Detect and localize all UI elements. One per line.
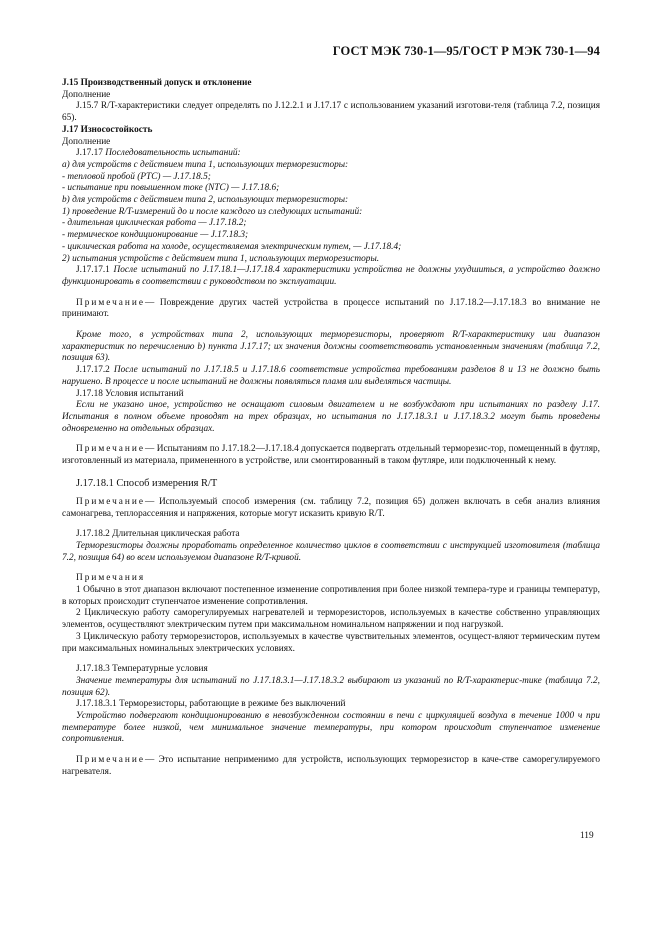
note-4 [62, 755, 600, 778]
note-item-3: 3 Циклическую работу терморезисторов, используемых в качестве чувствительных элементов, осущест-вляют термическим путем при максимальных номинальных электрических условиях. [62, 631, 600, 654]
note-text: — Повреждение других частей устройства в процессе испытаний по J.17.18.2—J.17.18.3 во внимание не принимают. [62, 297, 600, 320]
para-j18182: Терморезисторы должны проработать определенное количество циклов в соответствии с инструкцией изготовителя (таблица 7.2, позиция 64) во всем используемом диапазоне R/T-кривой. [62, 540, 600, 563]
clause-j18183: J.17.18.3 Температурные условия [76, 664, 208, 675]
para-j17172 [62, 365, 600, 388]
note-item-1: 1 Обычно в этот диапазон включают постепенное изменение сопротивления при более низкой темпера-туре и границы температур, в которых происходит ступенчатое изменение сопротивления. [62, 585, 600, 607]
note-label: Примечание [76, 297, 145, 308]
section-j15-title: J.15 Производственный допуск и отклонение [62, 78, 252, 88]
document-body [62, 78, 600, 779]
note-label: Примечание [76, 755, 145, 766]
note-2 [62, 444, 600, 467]
list-item-a2: - испытание при повышенном токе (NTC) — J.17.18.6; [62, 183, 280, 194]
note-label: Примечание [76, 444, 145, 455]
addition-label: Дополнение [62, 136, 111, 147]
note-text: — Испытаниям по J.17.18.2—J.17.18.4 допускается подвергать отдельный терморезис-тор, помещенный в футляр, изготовленный из материала, примененного в устройстве, или смонтированный в таком футляре, или подключенный к нему. [62, 444, 600, 467]
para-j1718: Если не указано иное, устройство не оснащают силовым двигателем и не возбуждают при испытаниях по разделу J.17. Испытания в полном объеме проводят на трех образцах, но испытания по J.17.18.3.1 и J.17.18.3.2 могут быть проведены одновременно на отдельных образцах. [62, 400, 600, 434]
list-item-b: b) для устройств с действием типа 2, использующих терморезисторы: [62, 195, 349, 206]
clause-j18182: J.17.18.2 Длительная циклическая работа [76, 529, 240, 540]
note-3 [62, 497, 600, 520]
clause-text: После испытаний по J.17.18.1—J.17.18.4 характеристики устройства не должны ухудшиться, а устройство должно функционировать в соответствии с руководством по эксплуатации. [62, 265, 600, 287]
clause-number: J.17.17.2 [76, 365, 110, 376]
para-j1717 [62, 148, 600, 160]
note-label: Примечание [76, 496, 145, 507]
addition-label: Дополнение [62, 89, 111, 100]
notes-heading: Примечания [76, 573, 146, 584]
clause-number: J.17.17.1 [76, 265, 110, 276]
para-j18183: Значение температуры для испытаний по J.17.18.3.1—J.17.18.3.2 выбирают из указаний по R/T-характерис-тике (таблица 7.2, позиция 62). [62, 675, 600, 698]
list-item-a1: - тепловой пробой (PTC) — J.17.18.5; [62, 171, 211, 182]
page-header: ГОСТ МЭК 730-1—95/ГОСТ Р МЭК 730-1—94 [332, 44, 600, 58]
para-j17171 [62, 265, 600, 288]
list-item-1-3: - циклическая работа на холоде, осуществляемая электрическим путем, — J.17.18.4; [62, 241, 402, 252]
clause-number: J.17.17 [76, 148, 103, 159]
note-1 [62, 298, 600, 321]
note-text: — Используемый способ измерения (см. таблицу 7.2, позиция 65) должен включать в себя анализ влияния самонагрева, теплорассеяния и напряжения, которые могут исказить кривую R/T. [62, 496, 600, 519]
clause-text: После испытаний по J.17.18.5 и J.17.18.6 соответствие устройства требованиям разделов 8 и 13 не должно быть нарушено. В процессе и после испытаний не должны появляться пламя или выделяться частицы. [62, 365, 600, 387]
clause-j181831: J.17.18.3.1 Терморезисторы, работающие в режиме без выключений [76, 699, 346, 710]
list-item-a: a) для устройств с действием типа 1, использующих терморезисторы: [62, 159, 349, 170]
section-j17-title: J.17 Износостойкость [62, 124, 153, 135]
clause-text: Последовательность испытаний: [105, 148, 241, 159]
clause-j1718: J.17.18 Условия испытаний [76, 388, 184, 399]
para-j181831: Устройство подвергают кондиционированию в невозбужденном состоянии в печи с циркуляцией воздуха в течение 1000 ч при температуре более низкой, чем минимальное значение температуры, при котором происходит ступенчатое изменение сопротивления. [62, 711, 600, 745]
page-number: 119 [580, 831, 594, 841]
list-item-2: 2) испытания устройств с действием типа 1, использующих терморезисторы. [62, 253, 380, 264]
para-kromet: Кроме того, в устройствах типа 2, использующих терморезисторы, проверяют R/T-характеристику или диапазон характеристик по перечислению b) пункта J.17.17; их значения должны соответствовать установленным значениям (таблица 7.2, позиция 63). [62, 330, 600, 364]
list-item-1-1: - длительная циклическая работа — J.17.18.2; [62, 218, 247, 229]
clause-j18181: J.17.18.1 Способ измерения R/T [76, 477, 218, 489]
para-j157: J.15.7 R/T-характеристики следует определять по J.12.2.1 и J.17.17 с использованием указаний изготови-теля (таблица 7.2, позиция 65). [62, 101, 600, 124]
list-item-1: 1) проведение R/T-измерений до и после каждого из следующих испытаний: [62, 206, 363, 217]
note-text: — Это испытание неприменимо для устройств, использующих терморезистор в каче-стве саморегулируемого нагревателя. [62, 755, 600, 777]
list-item-1-2: - термическое кондиционирование — J.17.18.3; [62, 230, 249, 241]
note-item-2: 2 Циклическую работу саморегулируемых нагревателей и терморезисторов, используемых в качестве собственно управляющих элементов, осуществляют электрическим путем при максимальном номинальном напряжении и под нагрузкой. [62, 608, 600, 631]
